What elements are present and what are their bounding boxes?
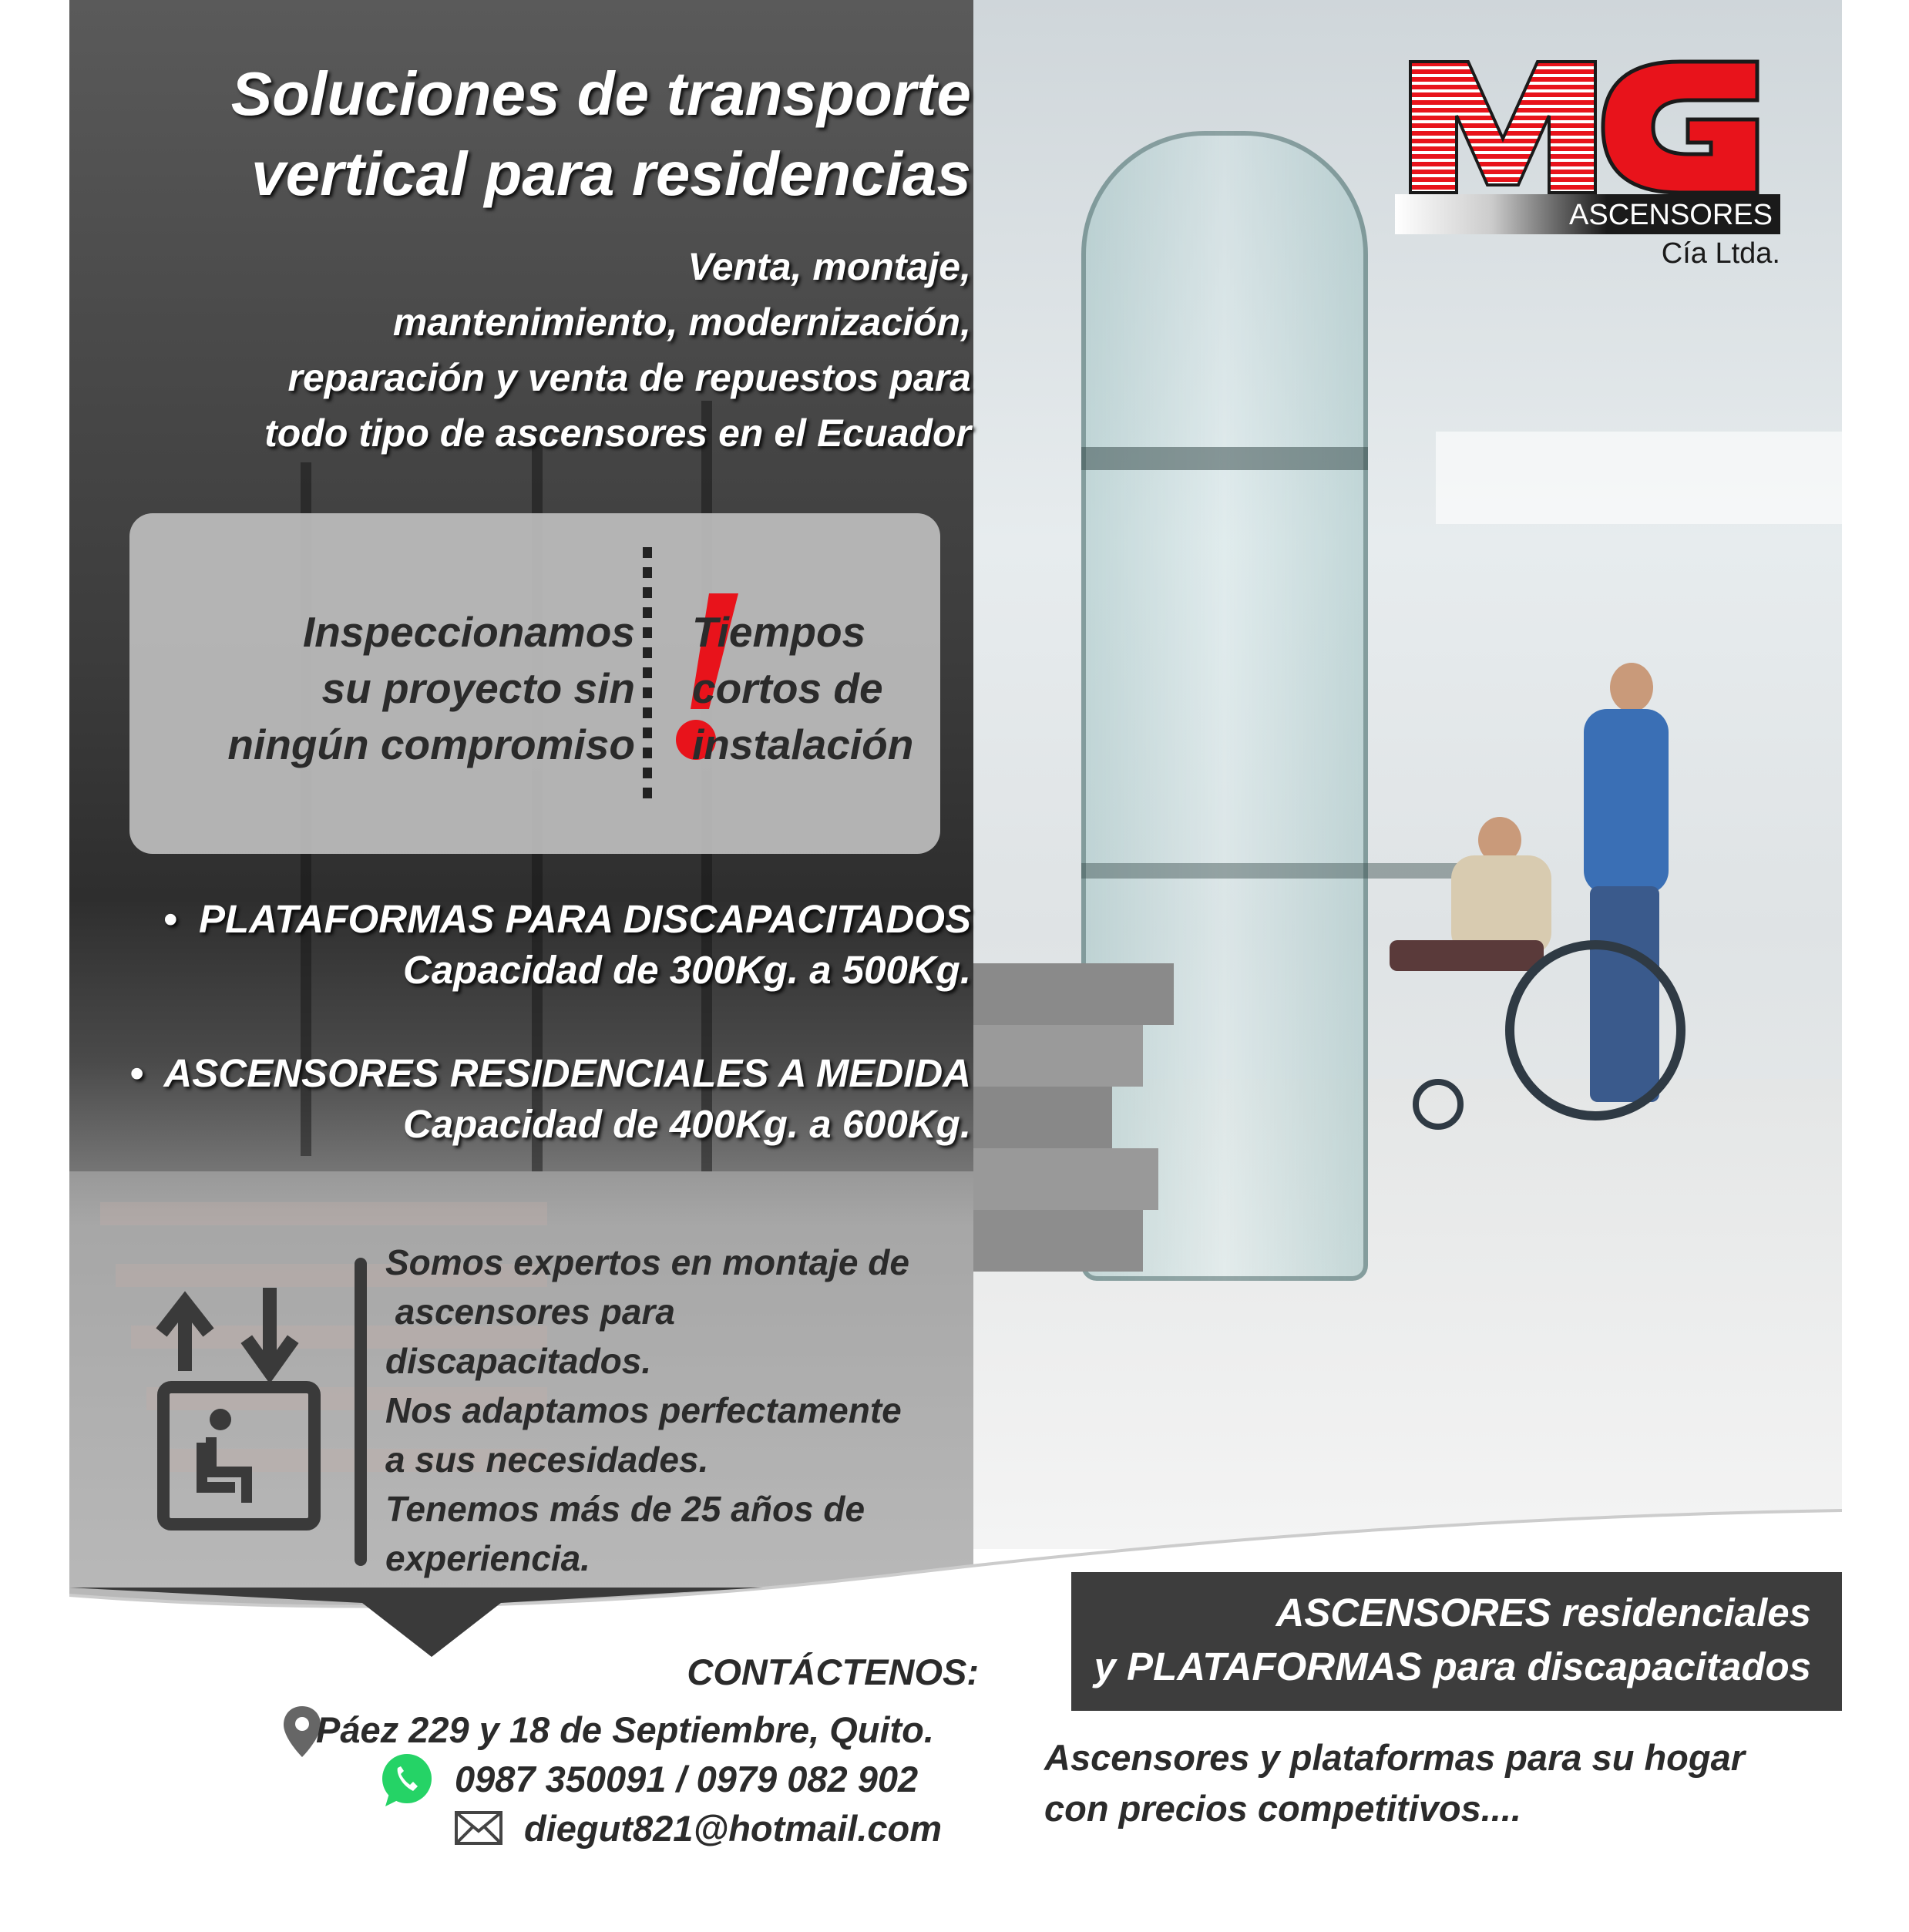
title-line-2: vertical para residencias: [251, 139, 971, 208]
whatsapp-icon: [378, 1751, 436, 1813]
company-logo: [1395, 54, 1796, 277]
install-line: instalación: [692, 721, 914, 768]
product-platforms: [116, 894, 971, 996]
logo-company-type: Cía Ltda.: [1661, 237, 1780, 270]
product-banner: [1071, 1572, 1842, 1711]
services-line: reparación y venta de repuestos para: [287, 356, 971, 399]
vertical-divider: [355, 1258, 367, 1566]
product-name: ASCENSORES RESIDENCIALES A MEDIDA: [163, 1051, 971, 1095]
inspection-text: [145, 604, 635, 773]
tagline: [1044, 1732, 1815, 1834]
services-list: [116, 239, 971, 461]
envelope-icon: [455, 1811, 502, 1849]
about-text: [385, 1238, 971, 1583]
product-capacity: Capacidad de 400Kg. a 600Kg.: [403, 1102, 971, 1146]
inspection-line: su proyecto sin: [321, 664, 635, 712]
contact-phones: 0987 350091 / 0979 082 902: [455, 1759, 919, 1799]
about-line: Nos adaptamos perfectamente: [385, 1390, 902, 1430]
tagline-line: Ascensores y plataformas para su hogar: [1044, 1737, 1746, 1778]
install-line: cortos de: [692, 664, 883, 712]
mg-logo-mark: [1395, 54, 1796, 208]
contact-address: Páez 229 y 18 de Septiembre, Quito.: [316, 1709, 934, 1750]
services-line: todo tipo de ascensores en el Ecuador: [264, 412, 971, 455]
about-line: Tenemos más de 25 años de: [385, 1489, 865, 1529]
product-name: PLATAFORMAS PARA DISCAPACITADOS: [198, 897, 971, 941]
product-capacity: Capacidad de 300Kg. a 500Kg.: [403, 948, 971, 992]
elevator-accessibility-icon: [154, 1279, 324, 1537]
glass-elevator: [1081, 131, 1368, 1281]
bullet: •: [163, 897, 177, 941]
about-line: discapacitados.: [385, 1341, 652, 1381]
banner-line-2: y PLATAFORMAS para discapacitados: [1094, 1645, 1811, 1688]
product-elevators: [100, 1048, 971, 1150]
about-line: experiencia.: [385, 1538, 590, 1578]
inspection-line: ningún compromiso: [227, 721, 635, 768]
flyer: [69, 0, 1842, 1896]
contact-email: diegut821@hotmail.com: [524, 1808, 943, 1849]
contact-heading: CONTÁCTENOS:: [687, 1651, 979, 1692]
about-line: a sus necesidades.: [385, 1440, 709, 1480]
banner-line-1: ASCENSORES residenciales: [1275, 1591, 1811, 1635]
services-line: mantenimiento, modernización,: [392, 301, 971, 344]
info-box: [129, 513, 940, 854]
services-line: Venta, montaje,: [687, 245, 971, 288]
bullet: •: [129, 1051, 144, 1095]
title-line-1: Soluciones de transporte: [230, 59, 971, 128]
inspection-line: Inspeccionamos: [303, 608, 635, 656]
tagline-line: con precios competitivos....: [1044, 1788, 1521, 1829]
about-line: Somos expertos en montaje de: [385, 1242, 909, 1282]
install-time-text: [692, 604, 931, 773]
logo-subtitle: ASCENSORES: [1569, 199, 1773, 231]
install-line: Tiempos: [692, 608, 866, 656]
about-line: ascensores para: [385, 1292, 675, 1332]
page-title: [116, 54, 971, 214]
